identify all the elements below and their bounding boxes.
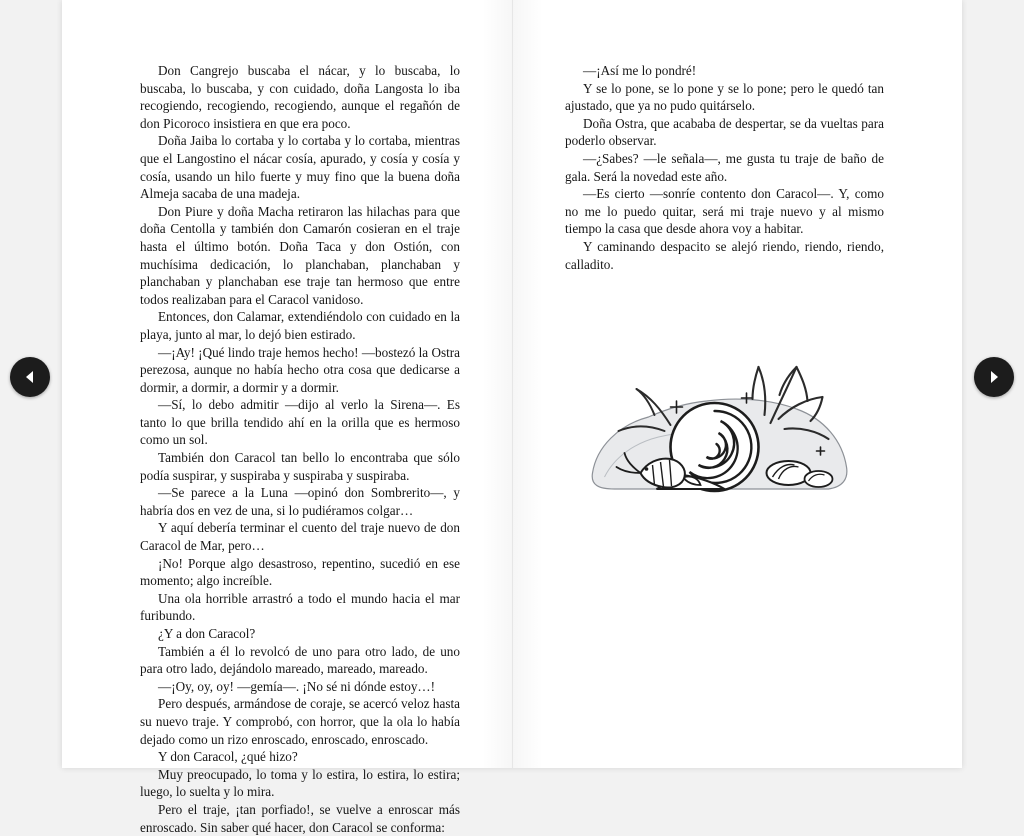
paragraph: —¡Así me lo pondré! [583, 63, 697, 78]
paragraph: Muy preocupado, lo toma y lo estira, lo estira, lo estira; luego, lo suelta y lo mira. [140, 766, 460, 800]
paragraph: También a él lo revolcó de uno para otro lado, de uno para otro lado, dejándolo mareado, mareado, mareado. [140, 643, 460, 677]
paragraph: Y caminando despacito se alejó riendo, riendo, riendo, calladito. [565, 238, 884, 272]
arrow-right-icon [986, 369, 1002, 385]
paragraph: Pero después, armándose de coraje, se acercó veloz hasta su nuevo traje. Y comprobó, con horror, que la ola lo había dejado como un rizo enroscado, enroscado, enroscado. [140, 696, 460, 747]
book-page-left [62, 0, 512, 835]
arrow-left-icon [22, 369, 38, 385]
paragraph: Y aquí debería terminar el cuento del traje nuevo de don Caracol de Mar, pero… [140, 520, 460, 554]
paragraph: ¡No! Porque algo desastroso, repentino, sucedió en ese momento; algo increíble. [140, 555, 460, 589]
paragraph: Don Piure y doña Macha retiraron las hilachas para que doña Centolla y también don Camarón cosieran en el traje hasta el último botón. Doña Taca y don Ostión, con muchísima dedicación, lo planchaban, planchaban y planchaban y planchaban ese traje tan hermoso que entre todos realizaban para el Caracol vanidoso. [140, 203, 460, 307]
right-page-text [565, 62, 884, 273]
paragraph: —¿Sabes? —le señala—, me gusta tu traje de baño de gala. Será la novedad este año. [565, 150, 884, 184]
paragraph: Doña Ostra, que acababa de despertar, se da vueltas para poderlo observar. [565, 115, 884, 149]
book-spread [62, 0, 962, 835]
left-page-text [140, 62, 460, 836]
paragraph: Y se lo pone, se lo pone y se lo pone; pero le quedó tan ajustado, que ya no pudo quitárselo. [565, 80, 884, 114]
paragraph: Y don Caracol, ¿qué hizo? [158, 749, 298, 765]
next-page-button[interactable] [974, 357, 1014, 397]
sea-illustration [565, 297, 884, 527]
paragraph: También don Caracol tan bello lo encontraba que sólo podía suspirar, y suspiraba y suspiraba y suspiraba. [140, 450, 460, 483]
paragraph: —¡Oy, oy, oy! —gemía—. ¡No sé ni dónde estoy…! [158, 678, 436, 694]
paragraph: Pero el traje, ¡tan porfiado!, se vuelve a enroscar más enroscado. Sin saber qué hacer, don Caracol se conforma: [140, 801, 460, 835]
paragraph: —Se parece a la Luna —opinó don Sombrerito—, y habría dos en vez de una, si lo pudiéramos colgar… [140, 485, 460, 518]
paragraph: —Sí, lo debo admitir —dijo al verlo la Sirena—. Es tanto lo que brilla tendido ahí en la orilla que es hermoso como un sol. [140, 397, 460, 448]
book-page-right [513, 0, 962, 768]
paragraph: Doña Jaiba lo cortaba y lo cortaba y lo cortaba, mientras que el Langostino el nácar cosía, apurado, y cosía y cosía y cosía, usando un hilo fuerte y muy fino que la buena doña Almeja sacaba de una madeja. [140, 133, 460, 202]
paragraph: —¡Ay! ¡Qué lindo traje hemos hecho! —bostezó la Ostra perezosa, aunque no había hecho otra cosa que dedicarse a dormir, a dormir, a dormir y a dormir. [140, 344, 461, 395]
paragraph: ¿Y a don Caracol? [158, 626, 256, 641]
previous-page-button[interactable] [10, 357, 50, 397]
paragraph: Entonces, don Calamar, extendiéndolo con cuidado en la playa, junto al mar, lo dejó bien estirado. [140, 309, 460, 342]
paragraph: Una ola horrible arrastró a todo el mundo hacia el mar furibundo. [140, 590, 460, 624]
paragraph: —Es cierto —sonríe contento don Caracol—. Y, como no me lo puedo quitar, será mi traje nuevo y al mismo tiempo la casa que desde ahora voy a habitar. [565, 186, 884, 237]
paragraph: Don Cangrejo buscaba el nácar, y lo buscaba, lo buscaba, lo buscaba, y con cuidado, doña Langosta lo iba recogiendo, recogiendo, recogiendo, aunque el regañón de don Picoroco insistiera en que era poco. [140, 63, 460, 131]
